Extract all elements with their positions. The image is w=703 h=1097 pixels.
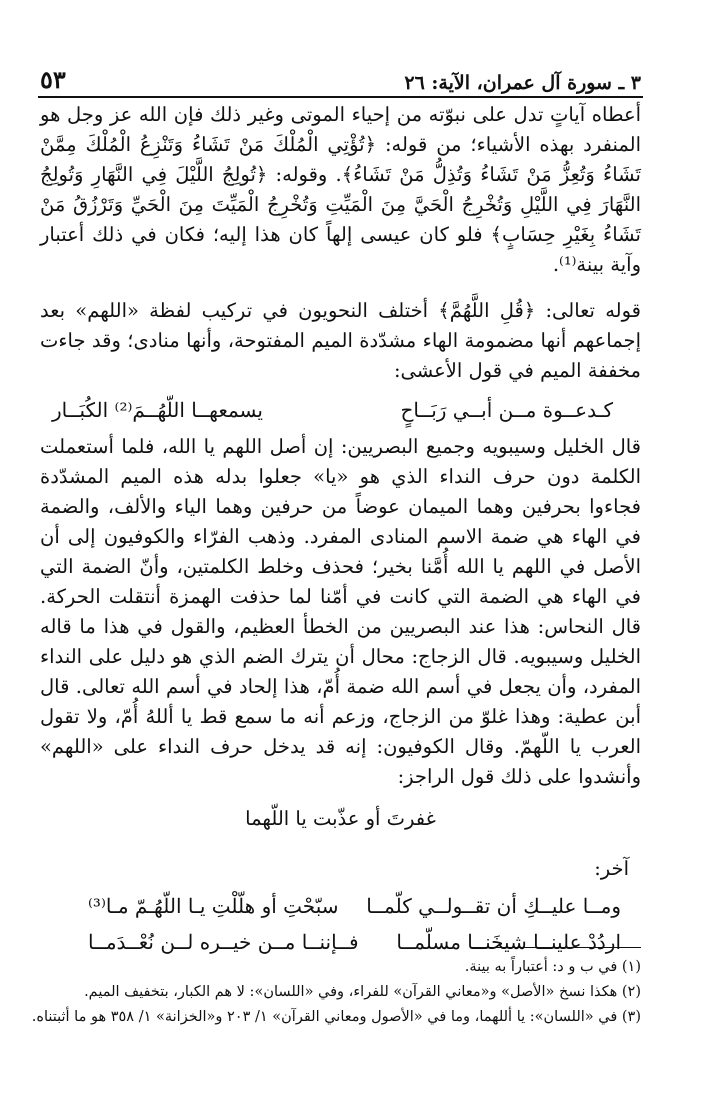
paragraph-3: قال الخليل وسيبويه وجميع البصريين: إن أصل اللهم يا الله، فلما أستعملت الكلمة دون حرف النداء الذي هو «يا» جعلوا بدله هذه الميم المشدّدة فجاءوا بحرفين وهما الميمان عوضاً من حرفين وهما الياء والألف، والضمة في الهاء هي ضمة الاسم المنادى المفرد. وذهب الفرّاء والكوفيون إلى أن الأصل في اللهم يا الله أُمَّنا بخير؛ فحذف وخلط الكلمتين، وأنّ الضمة التي في الهاء هي الضمة التي كانت في أمّنا لما حذفت الهمزة أنتقلت الحركة. قال النحاس: هذا عند البصريين من الخطأ العظيم، والقول في هذا ما قاله الخليل وسيبويه. قال الزجاج: محال أن يترك الضم الذي هو دليل على النداء المفرد، وأن يجعل في أسم الله ضمة أُمّ، هذا إلحاد في أسم الله تعالى. قال أبن عطية: وهذا غلوّ من الزجاج، وزعم أنه ما سمع قط يا أللهُ أُمّ، ولا تقول العرب يا اللّهمّ. وقال الكوفيون: إنه قد يدخل حرف النداء على «اللهم» وأنشدوا على ذلك قول الراجز: <box>40 435 641 788</box>
page-number: ٥٣ <box>40 65 66 94</box>
footnote-1: (١) في ب و د: أعتباراً به بينة. <box>464 959 641 975</box>
verse-hemistich-left: يسمعهــا اللّهُــمَ⁽²⁾ الكُبَــار <box>52 398 263 422</box>
paragraph-2: قوله تعالى: ﴿قُلِ اللَّهُمَّ﴾ أختلف النحويون في تركيب لفظة «اللهم» بعد إجماعهم أنها مضمومة الهاء مشدّدة الميم المفتوحة، وأنها منادى؛ وقد جاءت مخففة الميم في قول الأعشى: <box>40 299 641 382</box>
footnote-rule <box>471 947 641 948</box>
verse-al-asha <box>40 394 641 426</box>
other-poet-label: آخر: <box>594 857 629 880</box>
footnote-2: (٢) هكذا نسخ «الأصل» و«معاني القرآن» للفراء، وفي «اللسان»: لا هم الكبار، بتخفيف الميم. <box>84 984 641 1000</box>
footnote-3: (٣) في «اللسان»: يا أللهما، وما في «الأصول ومعاني القرآن» ١/ ٢٠٣ و«الخزانة» ١/ ٣٥٨ هو ما أثبتناه. <box>31 1009 641 1025</box>
verse-hemistich-left: سبّحْتِ أو هلّلْتِ يـا اللّهُـمّ مـا⁽³⁾ <box>88 894 339 918</box>
running-title: ٣ ـ سورة آل عمران، الآية: ٢٦ <box>404 72 641 94</box>
footnotes <box>31 955 641 1030</box>
paragraph-1: أعطاه آياتٍ تدل على نبوّته من إحياء الموتى وغير ذلك فإن الله عز وجل هو المنفرد بهذه الأشياء؛ من قوله: ﴿تُؤْتِي الْمُلْكَ مَنْ تَشَاءُ وَتَنْزِعُ الْمُلْكَ مِمَّنْ تَشَاءُ وَتُعِزُّ مَنْ تَشَاءُ وَتُذِلُّ مَنْ تَشَاءُ﴾. وقوله: ﴿تُولِجُ اللَّيْلَ فِي النَّهَارِ وَتُولِجُ النَّهَارَ فِي اللَّيْلِ وَتُخْرِجُ الْحَيَّ مِنَ الْمَيِّتِ وَتُخْرِجُ الْمَيِّتَ مِنَ الْحَيِّ وَتَرْزُقُ مَنْ تَشَاءُ بِغَيْرِ حِسَابٍ﴾ فلو كان عيسى إلهاً كان هذا إليه؛ فكان في ذلك أعتبار وآية بينة⁽¹⁾. <box>40 103 641 276</box>
verse-hemistich-right: ومــا عليــكِ أن تقــولــي كلّمــا <box>366 894 621 918</box>
verse-hemistich-left: فــإننــا مــن خيــره لــن نُعْــدَمــا <box>88 930 359 954</box>
verse-other-2 <box>40 926 641 958</box>
body-text <box>40 100 641 962</box>
verse-hemistich-right: اردُدْ علينــا شيخَنــا مسلّمــا <box>396 930 621 954</box>
verse-rajiz: غفرتَ أو عذّبت يا اللّهما <box>245 807 436 830</box>
header-rule <box>38 96 643 98</box>
page-header <box>40 58 641 94</box>
verse-hemistich-right: كـدعــوة مــن أبــي رَبَــاحٍ <box>400 398 613 422</box>
verse-other-1 <box>40 890 641 922</box>
